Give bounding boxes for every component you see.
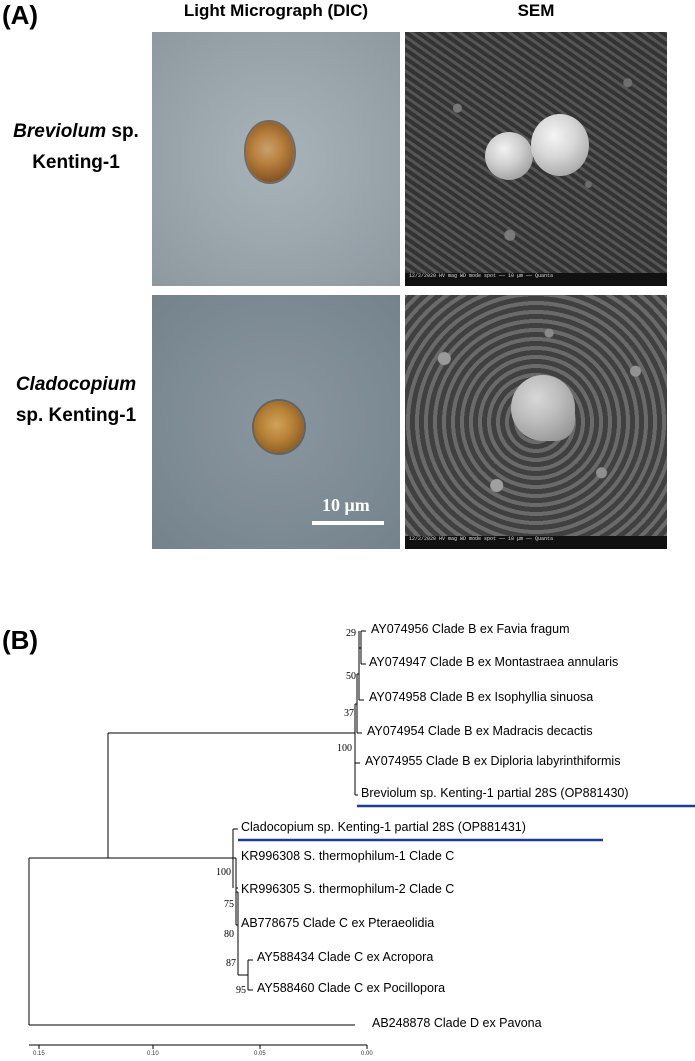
bootstrap-value: 29 (346, 628, 356, 639)
tree-leaf: KR996305 S. thermophilum-2 Clade C (241, 882, 455, 896)
tree-leaf: AY074955 Clade B ex Diploria labyrinthiformis (365, 754, 621, 768)
axis-tick-label: 0.15 (33, 1051, 45, 1057)
bootstrap-value: 95 (236, 985, 246, 996)
tree-leaf: AY588434 Clade C ex Acropora (257, 950, 434, 964)
tree-leaf: Cladocopium sp. Kenting-1 partial 28S (OP881431) (241, 820, 526, 834)
bootstrap-value: 50 (346, 671, 356, 682)
tree-leaf: KR996308 S. thermophilum-1 Clade C (241, 849, 455, 863)
axis-tick-label: 0.05 (254, 1051, 266, 1057)
row-label-strain: sp. Kenting-1 (15, 405, 137, 426)
scale-bar-label: 10 μm (322, 495, 370, 515)
row-label-genus: Cladocopium (15, 374, 137, 395)
sem-info-bar: 12/2/2020 HV mag WD mode spot —— 10 μm —— Quanta (405, 536, 667, 549)
axis-tick-label: 0.10 (147, 1051, 159, 1057)
row-label-strain: Kenting-1 (32, 152, 120, 173)
panel-b-label: (B) (2, 625, 39, 655)
tree-leaf: AB248878 Clade D ex Pavona (372, 1016, 542, 1030)
column-header-sem: SEM (517, 1, 555, 20)
tree-leaf: AB778675 Clade C ex Pteraeolidia (241, 916, 435, 930)
tree-leaf: AY074947 Clade B ex Montastraea annularis (369, 655, 619, 669)
row-label-genus: Breviolum (13, 121, 107, 142)
column-header-light-micrograph: Light Micrograph (DIC) (183, 1, 369, 20)
tree-leaf: AY074958 Clade B ex Isophyllia sinuosa (369, 690, 594, 704)
bootstrap-value: 80 (224, 929, 234, 940)
axis-tick-label: 0.00 (361, 1051, 373, 1057)
row-label-suffix: sp. (106, 121, 139, 142)
tree-leaf: AY074956 Clade B ex Favia fragum (371, 622, 570, 636)
tree-leaf: AY588460 Clade C ex Pocillopora (257, 981, 446, 995)
bootstrap-value: 75 (224, 899, 234, 910)
bootstrap-value: 87 (226, 958, 236, 969)
tree-leaf: Breviolum sp. Kenting-1 partial 28S (OP881430) (361, 786, 629, 800)
tree-leaf: AY074954 Clade B ex Madracis decactis (367, 724, 593, 738)
bootstrap-value: 100 (337, 743, 352, 754)
sem-info-bar: 12/2/2020 HV mag WD mode spot —— 10 μm —— Quanta (405, 273, 667, 286)
bootstrap-value: 37 (344, 708, 354, 719)
panel-a-label: (A) (2, 0, 39, 30)
bootstrap-value: 100 (216, 867, 231, 878)
